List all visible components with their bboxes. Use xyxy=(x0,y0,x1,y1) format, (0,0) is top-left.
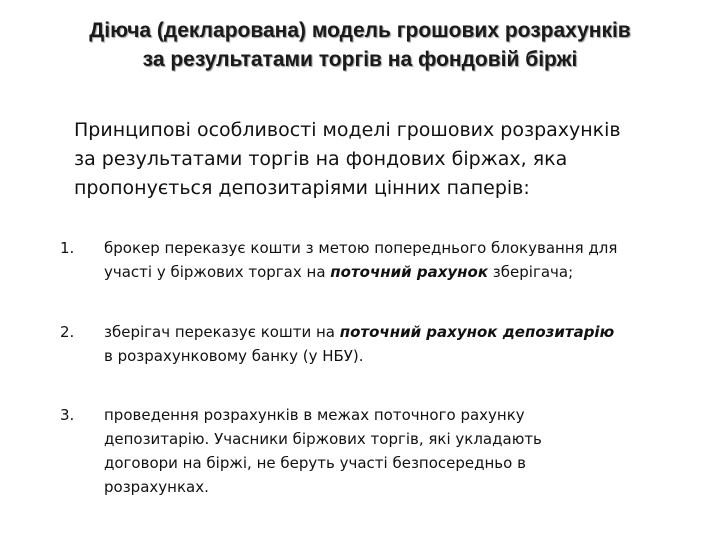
list-item-line xyxy=(104,260,704,284)
list-number: 2. xyxy=(60,323,75,341)
list-number: 1. xyxy=(60,239,75,257)
slide-title-line-1: Діюча (декларована) модель грошових розрахунків xyxy=(89,19,631,42)
list-item-text xyxy=(104,403,704,499)
list-item-line: договори на біржі, не беруть участі безпосередньо в xyxy=(104,454,526,472)
list-item-line: в розрахунковому банку (у НБУ). xyxy=(104,347,364,365)
slide-title xyxy=(20,16,700,74)
list-item-line xyxy=(104,320,704,344)
intro-paragraph xyxy=(74,116,704,203)
list-item-text xyxy=(104,320,704,368)
list-item-line: розрахунках. xyxy=(104,478,209,496)
intro-line-3: пропонується депозитаріями цінних паперів: xyxy=(74,177,530,199)
slide-title-line-2: за результатами торгів на фондовій біржі xyxy=(142,48,578,71)
emphasis-current-account: поточний рахунок xyxy=(330,263,489,281)
list-item-line: проведення розрахунків в межах поточного рахунку xyxy=(104,406,525,424)
list-number: 3. xyxy=(60,406,75,424)
text-segment: зберігача; xyxy=(488,263,574,281)
emphasis-depository-account: поточний рахунок депозитарію xyxy=(339,323,615,341)
list-item-line: депозитарію. Учасники біржових торгів, які укладають xyxy=(104,430,542,448)
list-item-text xyxy=(104,236,704,284)
list-item-line: брокер переказує кошти з метою попереднього блокування для xyxy=(104,239,618,257)
text-segment: участі у біржових торгах на xyxy=(104,263,331,281)
intro-line-1: Принципові особливості моделі грошових розрахунків xyxy=(74,119,621,141)
text-segment: зберігач переказує кошти на xyxy=(104,323,340,341)
intro-line-2: за результатами торгів на фондових біржах, яка xyxy=(74,148,568,170)
